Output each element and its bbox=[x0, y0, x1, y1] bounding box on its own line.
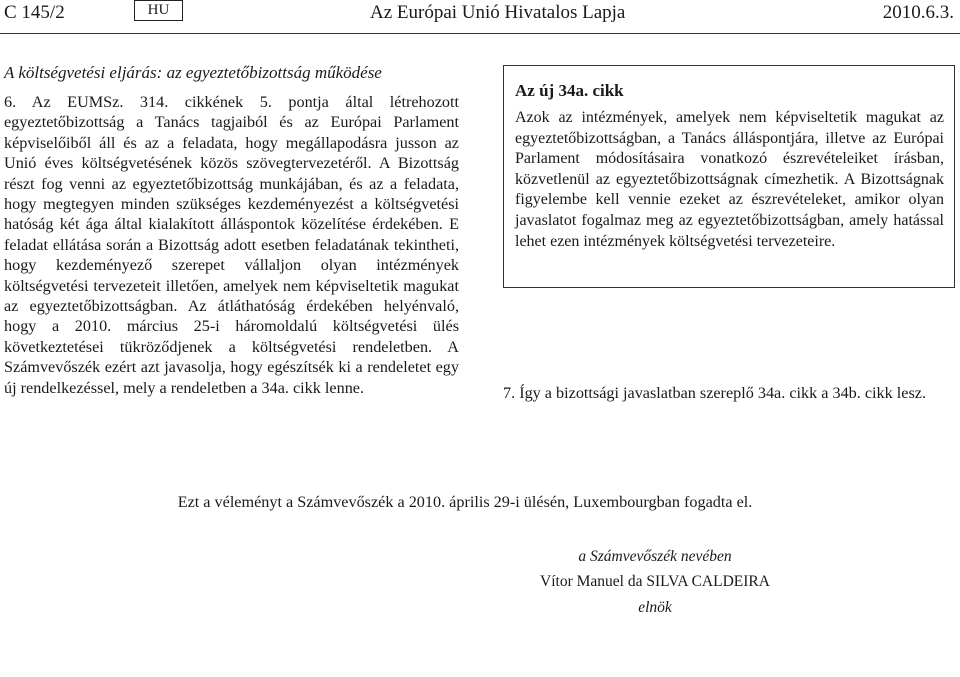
signature-role: elnök bbox=[638, 599, 672, 616]
paragraph-7: 7. Így a bizottsági javaslatban szereplő 34a. cikk a 34b. cikk lesz. bbox=[503, 384, 926, 402]
page-header bbox=[0, 0, 960, 34]
closing-statement: Ezt a véleményt a Számvevőszék a 2010. április 29-i ülésén, Luxembourgban fogadta el. bbox=[177, 493, 753, 511]
signature-on-behalf: a Számvevőszék nevében bbox=[578, 548, 732, 565]
journal-title: Az Európai Unió Hivatalos Lapja bbox=[370, 2, 626, 23]
proposed-article-box bbox=[503, 65, 955, 288]
box-title: Az új 34a. cikk bbox=[515, 81, 624, 100]
section-heading: A költségvetési eljárás: az egyeztetőbizottság működése bbox=[4, 63, 382, 82]
box-text: Azok az intézmények, amelyek nem képviseltetik magukat az egyeztetőbizottságban, a Tanács álláspontjára, illetve az Európai Parlament módosításaira vonatkozó észrevételeiket írásban, közvetlenül az egyeztetőbizottságnak címezhetik. A Bizottságnak figyelembe kell vennie ezeket az észrevételeket, amikor olyan javaslatot fogalmaz meg az egyeztetőbizottságban, amely hatással lehet ezen intézmények költségvetési tervezeteire. bbox=[515, 109, 944, 250]
header-divider bbox=[0, 33, 960, 34]
language-code-box: HU bbox=[134, 0, 183, 21]
left-column bbox=[4, 62, 459, 398]
paragraph-6: 6. Az EUMSz. 314. cikkének 5. pontja által létrehozott egyeztetőbizottság a Tanács tagjaiból és az Európai Parlament képviselőiből áll és az a feladata, hogy megállapodásra jusson az Unió éves költségvetésének közös szövegtervezetéről. A Bizottság részt fog venni az egyeztetőbizottság munkájában, és az a feladata, hogy megtegyen minden szükséges kezdeményezést a költségvetési hatóság két ága által kialakított álláspontok közelítése érdekében. E feladat ellátása során a Bizottság adott esetben feladatának tekintheti, hogy kezdeményező szerepet vállaljon olyan intézmények költségvetési tervezeteit illetően, amelyek nem képviseltetik magukat az egyeztetőbizottságban. Az átláthatóság érdekében helyénvaló, hogy a 2010. március 25-i háromoldalú költségvetési ülés következtetései tükröződjenek a költségvetési rendeletben. A Számvevőszék ezért azt javasolja, hogy egészítsék ki a rendeletet egy új rendelkezéssel, mely a rendeletben a 34a. cikk lenne. bbox=[4, 93, 459, 397]
signature-name: Vítor Manuel da SILVA CALDEIRA bbox=[540, 573, 770, 590]
publication-date: 2010.6.3. bbox=[882, 2, 954, 23]
page-reference: C 145/2 bbox=[4, 2, 65, 23]
